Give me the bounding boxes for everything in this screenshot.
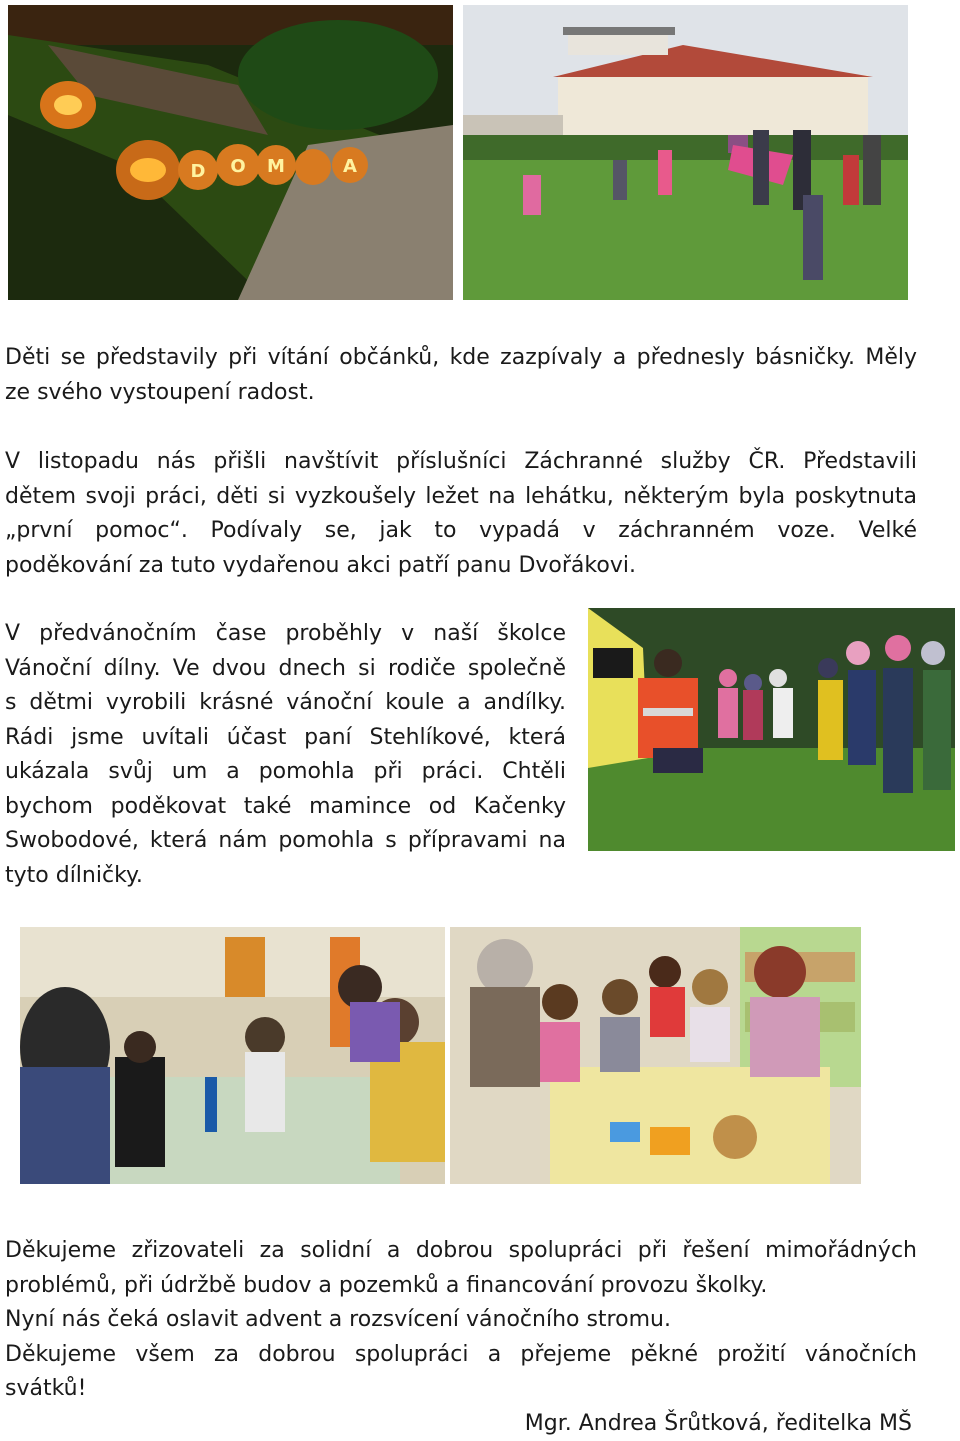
paragraph-thanks xyxy=(5,1234,917,1407)
text-line: Nyní nás čeká oslavit advent a rozsvícení vánočního stromu. xyxy=(5,1307,671,1332)
pumpkins-photo xyxy=(8,5,453,300)
rescue-service-photo xyxy=(588,608,955,851)
text-line: Děkujeme zřizovateli za solidní a dobrou spolupráci při řešení mimořádných xyxy=(5,1238,917,1263)
pumpkin-letter: A xyxy=(343,156,357,177)
text-line: dětem svoji práci, děti si vyzkoušely ležet na lehátku, některým byla poskytnuta xyxy=(5,483,917,509)
text-line: bychom poděkovat také mamince od Kačenky xyxy=(5,793,566,819)
pumpkin-letter: O xyxy=(230,156,246,177)
text-line: V listopadu nás přišli navštívit příslušníci Záchranné služby ČR. Představili xyxy=(5,449,917,474)
text-line: Swobodové, která nám pomohla s přípravami na xyxy=(5,828,566,853)
text-line: svátků! xyxy=(5,1376,87,1401)
text-line: V předvánočním čase proběhly v naší školce xyxy=(5,621,566,646)
pumpkin-letter: M xyxy=(267,156,285,177)
signature: Mgr. Andrea Šrůtková, ředitelka MŠ xyxy=(524,1411,912,1436)
pumpkin-letter: D xyxy=(190,161,206,182)
text-line: „první pomoc“. Podívaly se, jak to vypadá v záchranném voze. Velké xyxy=(5,518,917,543)
text-line: ukázala svůj um a pomohla při práci. Chtěli xyxy=(5,759,566,784)
text-line: s dětmi vyrobili krásné vánoční koule a andílky. xyxy=(5,690,566,715)
text-line: tyto dílničky. xyxy=(5,862,143,888)
text-line: Vánoční dílny. Ve dvou dnech si rodiče společně xyxy=(5,655,566,681)
text-line: Děti se představily při vítání občánků, kde zazpívaly a přednesly básničky. Měly xyxy=(5,345,917,370)
paragraph-christmas-workshops xyxy=(5,617,566,893)
text-line: Děkujeme všem za dobrou spolupráci a přejeme pěkné prožití vánočních xyxy=(5,1341,917,1367)
paragraph-welcome xyxy=(5,341,917,410)
paragraph-rescue-service xyxy=(5,445,917,583)
text-line: poděkování za tuto vydařenou akci patří panu Dvořákovi. xyxy=(5,552,636,578)
kites-airfield-photo xyxy=(463,5,908,300)
text-line: Rádi jsme uvítali účast paní Stehlíkové, která xyxy=(5,724,566,750)
workshop-photo-left xyxy=(20,927,445,1184)
workshop-photo-right xyxy=(450,927,861,1184)
text-line: ze svého vystoupení radost. xyxy=(5,379,315,405)
text-line: problémů, při údržbě budov a pozemků a financování provozu školky. xyxy=(5,1272,768,1298)
